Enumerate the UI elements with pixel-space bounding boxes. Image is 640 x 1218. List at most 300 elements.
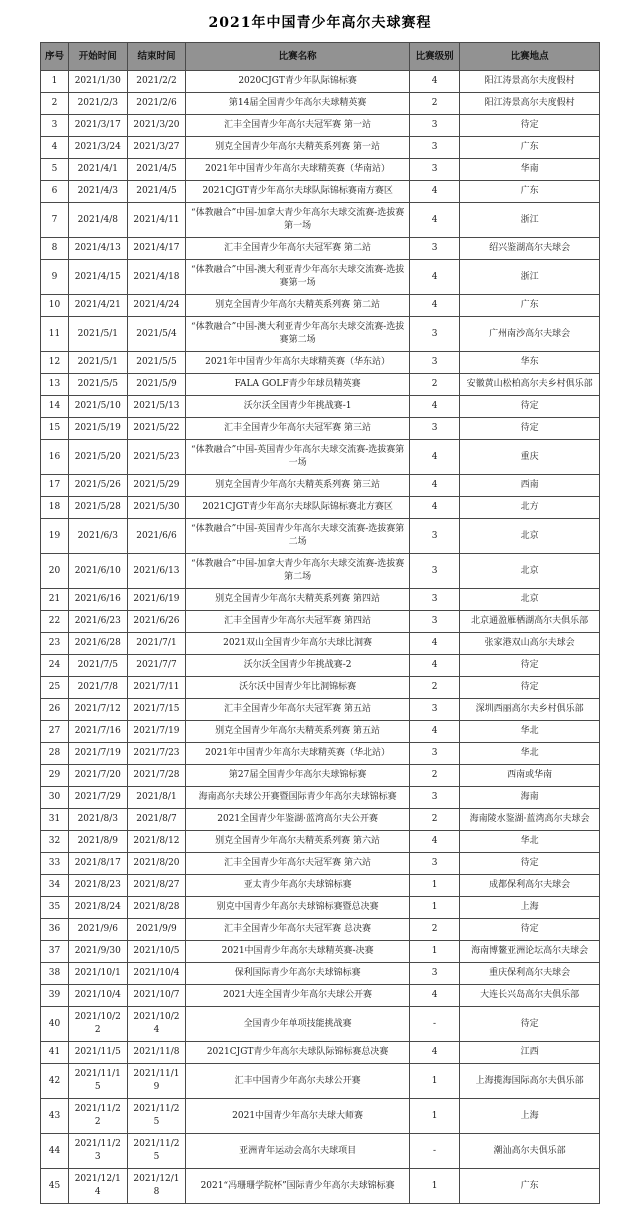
cell-name: 2021中国青少年高尔夫球大师赛 (186, 1099, 410, 1134)
cell-index: 24 (41, 655, 69, 677)
cell-index: 16 (41, 440, 69, 475)
cell-location: 华北 (460, 721, 600, 743)
cell-name: 别克全国青少年高尔夫精英系列赛 第四站 (186, 589, 410, 611)
cell-start-date: 2021/6/23 (68, 611, 127, 633)
cell-location: 阳江涛景高尔夫度假村 (460, 71, 600, 93)
cell-name: “体教融合”中国-英国青少年高尔夫球交流赛-选拔赛第一场 (186, 440, 410, 475)
cell-index: 12 (41, 352, 69, 374)
cell-index: 23 (41, 633, 69, 655)
cell-level: - (409, 1007, 459, 1042)
header-cell: 开始时间 (68, 43, 127, 71)
cell-start-date: 2021/7/12 (68, 699, 127, 721)
cell-level: 4 (409, 71, 459, 93)
table-row (41, 655, 600, 677)
cell-location: 上海 (460, 1099, 600, 1134)
cell-index: 34 (41, 875, 69, 897)
page-title: 2021年中国青少年高尔夫球赛程 (208, 15, 432, 31)
table-row (41, 181, 600, 203)
cell-start-date: 2021/11/5 (68, 1042, 127, 1064)
cell-level: 1 (409, 875, 459, 897)
cell-end-date: 2021/6/19 (127, 589, 186, 611)
cell-name: “体教融合”中国-澳大利亚青少年高尔夫球交流赛-选拔赛第一场 (186, 260, 410, 295)
cell-end-date: 2021/10/24 (127, 1007, 186, 1042)
cell-start-date: 2021/5/26 (68, 475, 127, 497)
cell-start-date: 2021/11/15 (68, 1064, 127, 1099)
cell-level: 3 (409, 611, 459, 633)
cell-location: 北方 (460, 497, 600, 519)
cell-name: 2020CJGT青少年队际锦标赛 (186, 71, 410, 93)
cell-location: 待定 (460, 919, 600, 941)
cell-start-date: 2021/5/19 (68, 418, 127, 440)
cell-location: 广东 (460, 295, 600, 317)
cell-start-date: 2021/4/13 (68, 238, 127, 260)
cell-location: 广东 (460, 137, 600, 159)
header-cell: 比赛地点 (460, 43, 600, 71)
cell-start-date: 2021/10/4 (68, 985, 127, 1007)
cell-start-date: 2021/8/23 (68, 875, 127, 897)
cell-end-date: 2021/4/18 (127, 260, 186, 295)
cell-end-date: 2021/5/22 (127, 418, 186, 440)
header-cell: 比赛级别 (409, 43, 459, 71)
cell-level: 3 (409, 115, 459, 137)
cell-start-date: 2021/7/5 (68, 655, 127, 677)
cell-end-date: 2021/4/17 (127, 238, 186, 260)
cell-end-date: 2021/10/5 (127, 941, 186, 963)
cell-end-date: 2021/5/5 (127, 352, 186, 374)
cell-end-date: 2021/6/6 (127, 519, 186, 554)
cell-index: 14 (41, 396, 69, 418)
cell-start-date: 2021/8/17 (68, 853, 127, 875)
cell-name: 2021CJGT青少年高尔夫球队际锦标赛南方赛区 (186, 181, 410, 203)
cell-start-date: 2021/10/1 (68, 963, 127, 985)
table-row (41, 260, 600, 295)
cell-level: 4 (409, 721, 459, 743)
table-row (41, 418, 600, 440)
cell-name: 汇丰全国青少年高尔夫冠军赛 第六站 (186, 853, 410, 875)
cell-end-date: 2021/2/2 (127, 71, 186, 93)
cell-end-date: 2021/4/5 (127, 159, 186, 181)
cell-index: 20 (41, 554, 69, 589)
table-row (41, 1064, 600, 1099)
cell-index: 7 (41, 203, 69, 238)
table-row (41, 897, 600, 919)
cell-start-date: 2021/8/9 (68, 831, 127, 853)
cell-name: “体教融合”中国-加拿大青少年高尔夫球交流赛-选拔赛第一场 (186, 203, 410, 238)
table-row (41, 677, 600, 699)
cell-location: 阳江涛景高尔夫度假村 (460, 93, 600, 115)
cell-level: 3 (409, 963, 459, 985)
table-row (41, 317, 600, 352)
cell-level: - (409, 1134, 459, 1169)
cell-level: 1 (409, 941, 459, 963)
cell-end-date: 2021/7/23 (127, 743, 186, 765)
cell-name: 汇丰全国青少年高尔夫冠军赛 第一站 (186, 115, 410, 137)
cell-index: 42 (41, 1064, 69, 1099)
table-row (41, 159, 600, 181)
cell-location: 海南陵水鉴湖·蓝湾高尔夫球会 (460, 809, 600, 831)
table-row (41, 295, 600, 317)
cell-level: 1 (409, 897, 459, 919)
cell-level: 3 (409, 853, 459, 875)
cell-name: 汇丰全国青少年高尔夫冠军赛 第三站 (186, 418, 410, 440)
cell-index: 6 (41, 181, 69, 203)
cell-name: 别克全国青少年高尔夫精英系列赛 第三站 (186, 475, 410, 497)
cell-index: 15 (41, 418, 69, 440)
cell-index: 2 (41, 93, 69, 115)
cell-name: 2021年中国青少年高尔夫球精英赛（华北站） (186, 743, 410, 765)
table-row (41, 941, 600, 963)
cell-level: 4 (409, 497, 459, 519)
table-row (41, 875, 600, 897)
table-row (41, 919, 600, 941)
cell-end-date: 2021/3/27 (127, 137, 186, 159)
cell-location: 张家港双山高尔夫球会 (460, 633, 600, 655)
cell-level: 3 (409, 554, 459, 589)
cell-index: 19 (41, 519, 69, 554)
table-row (41, 440, 600, 475)
cell-location: 北京 (460, 519, 600, 554)
cell-start-date: 2021/5/5 (68, 374, 127, 396)
cell-index: 9 (41, 260, 69, 295)
cell-location: 待定 (460, 655, 600, 677)
cell-level: 1 (409, 1099, 459, 1134)
cell-location: 西南或华南 (460, 765, 600, 787)
cell-end-date: 2021/5/13 (127, 396, 186, 418)
cell-level: 3 (409, 519, 459, 554)
cell-location: 北京 (460, 589, 600, 611)
cell-location: 北京通盈雁栖湖高尔夫俱乐部 (460, 611, 600, 633)
cell-index: 17 (41, 475, 69, 497)
cell-location: 华北 (460, 831, 600, 853)
cell-name: 2021中国青少年高尔夫球精英赛-决赛 (186, 941, 410, 963)
table-row (41, 985, 600, 1007)
cell-start-date: 2021/6/16 (68, 589, 127, 611)
cell-location: 大连长兴岛高尔夫俱乐部 (460, 985, 600, 1007)
cell-name: 2021年中国青少年高尔夫球精英赛（华东站） (186, 352, 410, 374)
cell-end-date: 2021/6/26 (127, 611, 186, 633)
cell-index: 38 (41, 963, 69, 985)
cell-level: 4 (409, 475, 459, 497)
cell-start-date: 2021/7/8 (68, 677, 127, 699)
cell-level: 2 (409, 919, 459, 941)
cell-end-date: 2021/9/9 (127, 919, 186, 941)
table-row (41, 475, 600, 497)
table-row (41, 721, 600, 743)
cell-index: 31 (41, 809, 69, 831)
cell-end-date: 2021/11/19 (127, 1064, 186, 1099)
cell-level: 4 (409, 633, 459, 655)
cell-index: 4 (41, 137, 69, 159)
cell-name: 保利国际青少年高尔夫球锦标赛 (186, 963, 410, 985)
cell-name: 海南高尔夫球公开赛暨国际青少年高尔夫球锦标赛 (186, 787, 410, 809)
cell-level: 3 (409, 317, 459, 352)
cell-start-date: 2021/7/20 (68, 765, 127, 787)
cell-location: 华南 (460, 159, 600, 181)
table-row (41, 71, 600, 93)
cell-start-date: 2021/7/29 (68, 787, 127, 809)
cell-name: 沃尔沃全国青少年挑战赛-2 (186, 655, 410, 677)
cell-level: 4 (409, 396, 459, 418)
cell-location: 深圳西丽高尔夫乡村俱乐部 (460, 699, 600, 721)
table-row (41, 374, 600, 396)
cell-start-date: 2021/4/1 (68, 159, 127, 181)
cell-index: 33 (41, 853, 69, 875)
table-header-row (41, 43, 600, 71)
cell-start-date: 2021/5/1 (68, 317, 127, 352)
cell-start-date: 2021/5/10 (68, 396, 127, 418)
cell-location: 安徽黄山松柏高尔夫乡村俱乐部 (460, 374, 600, 396)
table-row (41, 765, 600, 787)
cell-location: 浙江 (460, 260, 600, 295)
cell-location: 待定 (460, 677, 600, 699)
cell-name: 别克中国青少年高尔夫球锦标赛暨总决赛 (186, 897, 410, 919)
cell-name: 汇丰全国青少年高尔夫冠军赛 第四站 (186, 611, 410, 633)
cell-level: 3 (409, 589, 459, 611)
cell-name: 2021年中国青少年高尔夫球精英赛（华南站） (186, 159, 410, 181)
cell-level: 4 (409, 440, 459, 475)
cell-location: 待定 (460, 853, 600, 875)
table-row (41, 963, 600, 985)
cell-end-date: 2021/7/19 (127, 721, 186, 743)
header-cell: 比赛名称 (186, 43, 410, 71)
table-row (41, 611, 600, 633)
cell-start-date: 2021/1/30 (68, 71, 127, 93)
cell-end-date: 2021/7/15 (127, 699, 186, 721)
cell-level: 4 (409, 203, 459, 238)
table-row (41, 1007, 600, 1042)
cell-index: 13 (41, 374, 69, 396)
cell-end-date: 2021/7/1 (127, 633, 186, 655)
cell-location: 广州南沙高尔夫球会 (460, 317, 600, 352)
cell-level: 3 (409, 352, 459, 374)
cell-index: 32 (41, 831, 69, 853)
cell-start-date: 2021/7/16 (68, 721, 127, 743)
cell-name: “体教融合”中国-澳大利亚青少年高尔夫球交流赛-选拔赛第二场 (186, 317, 410, 352)
cell-location: 广东 (460, 1169, 600, 1204)
cell-name: 全国青少年单项技能挑战赛 (186, 1007, 410, 1042)
cell-name: 亚太青少年高尔夫球锦标赛 (186, 875, 410, 897)
cell-level: 3 (409, 699, 459, 721)
cell-name: 2021双山全国青少年高尔夫球比洞赛 (186, 633, 410, 655)
cell-location: 上海 (460, 897, 600, 919)
cell-start-date: 2021/4/3 (68, 181, 127, 203)
cell-start-date: 2021/5/28 (68, 497, 127, 519)
cell-level: 1 (409, 1064, 459, 1099)
table-row (41, 809, 600, 831)
cell-end-date: 2021/8/27 (127, 875, 186, 897)
cell-index: 35 (41, 897, 69, 919)
cell-level: 4 (409, 295, 459, 317)
table-row (41, 1042, 600, 1064)
cell-end-date: 2021/8/20 (127, 853, 186, 875)
cell-index: 30 (41, 787, 69, 809)
table-row (41, 396, 600, 418)
cell-index: 45 (41, 1169, 69, 1204)
cell-level: 4 (409, 260, 459, 295)
cell-index: 18 (41, 497, 69, 519)
cell-index: 8 (41, 238, 69, 260)
cell-end-date: 2021/11/25 (127, 1134, 186, 1169)
cell-level: 4 (409, 831, 459, 853)
cell-end-date: 2021/5/4 (127, 317, 186, 352)
cell-start-date: 2021/8/24 (68, 897, 127, 919)
cell-name: 第14届全国青少年高尔夫球精英赛 (186, 93, 410, 115)
cell-end-date: 2021/7/28 (127, 765, 186, 787)
cell-name: 别克全国青少年高尔夫精英系列赛 第六站 (186, 831, 410, 853)
cell-start-date: 2021/4/8 (68, 203, 127, 238)
cell-end-date: 2021/8/12 (127, 831, 186, 853)
cell-index: 43 (41, 1099, 69, 1134)
cell-level: 3 (409, 238, 459, 260)
cell-level: 4 (409, 1042, 459, 1064)
cell-location: 北京 (460, 554, 600, 589)
cell-start-date: 2021/9/6 (68, 919, 127, 941)
cell-index: 28 (41, 743, 69, 765)
cell-location: 西南 (460, 475, 600, 497)
table-row (41, 203, 600, 238)
cell-name: “体教融合”中国-英国青少年高尔夫球交流赛-选拔赛第二场 (186, 519, 410, 554)
cell-end-date: 2021/8/28 (127, 897, 186, 919)
cell-start-date: 2021/11/22 (68, 1099, 127, 1134)
cell-end-date: 2021/8/7 (127, 809, 186, 831)
table-row (41, 497, 600, 519)
cell-name: 2021CJGT青少年高尔夫球队际锦标赛北方赛区 (186, 497, 410, 519)
table-row (41, 853, 600, 875)
cell-start-date: 2021/5/1 (68, 352, 127, 374)
table-row (41, 633, 600, 655)
table-row (41, 238, 600, 260)
cell-index: 36 (41, 919, 69, 941)
cell-end-date: 2021/3/20 (127, 115, 186, 137)
cell-name: 第27届全国青少年高尔夫球锦标赛 (186, 765, 410, 787)
cell-end-date: 2021/4/11 (127, 203, 186, 238)
cell-index: 3 (41, 115, 69, 137)
header-cell: 结束时间 (127, 43, 186, 71)
table-row (41, 519, 600, 554)
cell-level: 2 (409, 374, 459, 396)
cell-index: 5 (41, 159, 69, 181)
cell-level: 2 (409, 809, 459, 831)
cell-location: 上海揽海国际高尔夫俱乐部 (460, 1064, 600, 1099)
cell-name: “体教融合”中国-加拿大青少年高尔夫球交流赛-选拔赛第二场 (186, 554, 410, 589)
cell-location: 浙江 (460, 203, 600, 238)
cell-end-date: 2021/6/13 (127, 554, 186, 589)
cell-location: 华东 (460, 352, 600, 374)
cell-level: 3 (409, 743, 459, 765)
cell-location: 华北 (460, 743, 600, 765)
cell-start-date: 2021/5/20 (68, 440, 127, 475)
cell-level: 2 (409, 765, 459, 787)
cell-start-date: 2021/4/15 (68, 260, 127, 295)
cell-start-date: 2021/12/14 (68, 1169, 127, 1204)
cell-index: 25 (41, 677, 69, 699)
cell-start-date: 2021/6/10 (68, 554, 127, 589)
table-row (41, 1134, 600, 1169)
cell-index: 22 (41, 611, 69, 633)
cell-start-date: 2021/3/24 (68, 137, 127, 159)
cell-index: 37 (41, 941, 69, 963)
cell-level: 3 (409, 137, 459, 159)
cell-location: 海南博鳌亚洲论坛高尔夫球会 (460, 941, 600, 963)
cell-end-date: 2021/7/7 (127, 655, 186, 677)
cell-index: 26 (41, 699, 69, 721)
cell-name: 汇丰全国青少年高尔夫冠军赛 第二站 (186, 238, 410, 260)
cell-start-date: 2021/4/21 (68, 295, 127, 317)
cell-end-date: 2021/5/23 (127, 440, 186, 475)
cell-index: 1 (41, 71, 69, 93)
table-row (41, 589, 600, 611)
cell-location: 重庆保利高尔夫球会 (460, 963, 600, 985)
cell-name: 2021“冯珊珊学院杯”国际青少年高尔夫球锦标赛 (186, 1169, 410, 1204)
cell-start-date: 2021/8/3 (68, 809, 127, 831)
cell-start-date: 2021/6/3 (68, 519, 127, 554)
cell-start-date: 2021/9/30 (68, 941, 127, 963)
table-row (41, 93, 600, 115)
table-row (41, 787, 600, 809)
cell-end-date: 2021/10/4 (127, 963, 186, 985)
cell-start-date: 2021/7/19 (68, 743, 127, 765)
cell-location: 江西 (460, 1042, 600, 1064)
cell-location: 海南 (460, 787, 600, 809)
cell-start-date: 2021/11/23 (68, 1134, 127, 1169)
cell-name: 2021大连全国青少年高尔夫球公开赛 (186, 985, 410, 1007)
cell-name: 汇丰全国青少年高尔夫冠军赛 第五站 (186, 699, 410, 721)
cell-level: 3 (409, 418, 459, 440)
cell-name: 2021全国青少年鉴湖·蓝湾高尔夫公开赛 (186, 809, 410, 831)
cell-level: 2 (409, 93, 459, 115)
cell-end-date: 2021/5/30 (127, 497, 186, 519)
cell-end-date: 2021/8/1 (127, 787, 186, 809)
cell-level: 1 (409, 1169, 459, 1204)
cell-location: 潮汕高尔夫俱乐部 (460, 1134, 600, 1169)
cell-end-date: 2021/5/9 (127, 374, 186, 396)
cell-name: 沃尔沃全国青少年挑战赛-1 (186, 396, 410, 418)
cell-location: 待定 (460, 115, 600, 137)
cell-start-date: 2021/6/28 (68, 633, 127, 655)
table-row (41, 115, 600, 137)
cell-end-date: 2021/11/8 (127, 1042, 186, 1064)
cell-name: 别克全国青少年高尔夫精英系列赛 第二站 (186, 295, 410, 317)
table-row (41, 1099, 600, 1134)
cell-end-date: 2021/11/25 (127, 1099, 186, 1134)
cell-index: 10 (41, 295, 69, 317)
header-cell: 序号 (41, 43, 69, 71)
table-row (41, 743, 600, 765)
cell-index: 27 (41, 721, 69, 743)
cell-end-date: 2021/2/6 (127, 93, 186, 115)
cell-level: 4 (409, 655, 459, 677)
cell-end-date: 2021/5/29 (127, 475, 186, 497)
cell-start-date: 2021/2/3 (68, 93, 127, 115)
cell-location: 绍兴鉴湖高尔夫球会 (460, 238, 600, 260)
cell-name: 别克全国青少年高尔夫精英系列赛 第五站 (186, 721, 410, 743)
cell-name: 别克全国青少年高尔夫精英系列赛 第一站 (186, 137, 410, 159)
cell-level: 4 (409, 181, 459, 203)
table-body (41, 71, 600, 1204)
cell-location: 重庆 (460, 440, 600, 475)
cell-level: 3 (409, 787, 459, 809)
cell-start-date: 2021/3/17 (68, 115, 127, 137)
cell-index: 44 (41, 1134, 69, 1169)
table-row (41, 554, 600, 589)
cell-location: 广东 (460, 181, 600, 203)
cell-end-date: 2021/12/18 (127, 1169, 186, 1204)
cell-location: 待定 (460, 1007, 600, 1042)
cell-level: 4 (409, 985, 459, 1007)
cell-index: 29 (41, 765, 69, 787)
cell-level: 3 (409, 159, 459, 181)
table-row (41, 1169, 600, 1204)
